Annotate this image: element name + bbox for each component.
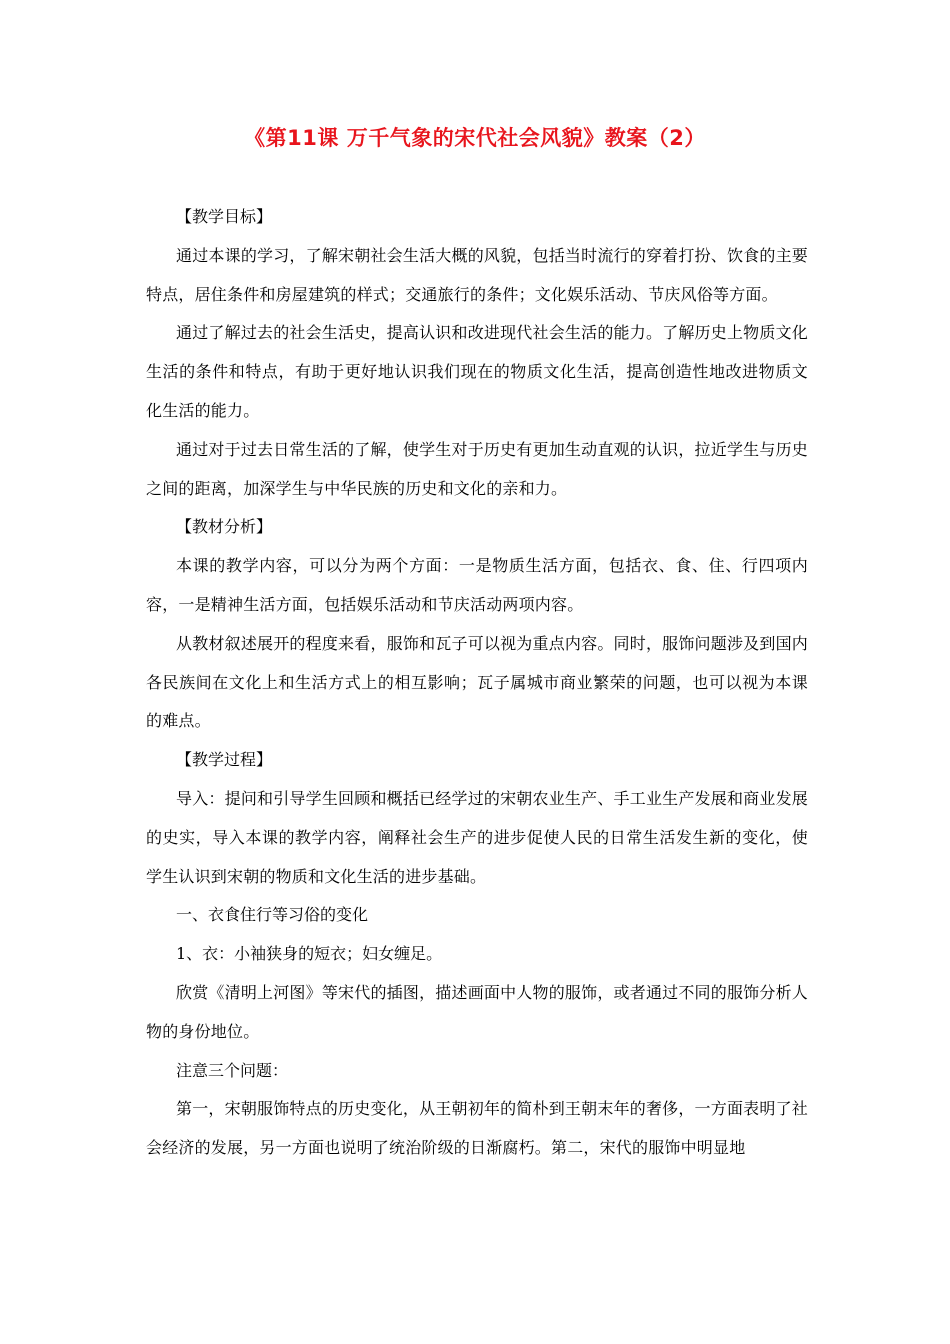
subsection-heading: 一、衣食住行等习俗的变化 xyxy=(176,905,369,925)
section-heading-objectives: 【教学目标】 xyxy=(176,207,273,226)
section-heading-process: 【教学过程】 xyxy=(176,750,273,770)
paragraph: 欣赏《清明上河图》等宋代的插图，描述画面中人物的服饰，或者通过不同的服饰分析人物的身份地位。 xyxy=(146,982,808,1041)
paragraph: 导入：提问和引导学生回顾和概括已经学过的宋朝农业生产、手工业生产发展和商业发展的史实，导入本课的教学内容，阐释社会生产的进步促使人民的日常生活发生新的变化，使学生认识到宋朝的物质和文化生活的进步基础。 xyxy=(146,788,808,886)
section-heading-analysis: 【教材分析】 xyxy=(176,517,273,537)
list-item: 1、衣：小袖狭身的短衣；妇女缠足。 xyxy=(176,944,443,964)
paragraph: 通过本课的学习，了解宋朝社会生活大概的风貌，包括当时流行的穿着打扮、饮食的主要特点，居住条件和房屋建筑的样式；交通旅行的条件；文化娱乐活动、节庆风俗等方面。 xyxy=(146,245,808,304)
paragraph: 通过了解过去的社会生活史，提高认识和改进现代社会生活的能力。了解历史上物质文化生活的条件和特点，有助于更好地认识我们现在的物质文化生活，提高创造性地改进物质文化生活的能力。 xyxy=(146,323,808,420)
document-title: 《第11课 万千气象的宋代社会风貌》教案（2） xyxy=(244,126,706,150)
paragraph: 本课的教学内容，可以分为两个方面：一是物质生活方面，包括衣、食、住、行四项内容，一是精神生活方面，包括娱乐活动和节庆活动两项内容。 xyxy=(146,556,808,614)
document-body xyxy=(146,198,808,1168)
paragraph: 通过对于过去日常生活的了解，使学生对于历史有更加生动直观的认识，拉近学生与历史之间的距离，加深学生与中华民族的历史和文化的亲和力。 xyxy=(146,439,808,498)
paragraph: 第一，宋朝服饰特点的历史变化，从王朝初年的简朴到王朝末年的奢侈，一方面表明了社会经济的发展，另一方面也说明了统治阶级的日渐腐朽。第二，宋代的服饰中明显地 xyxy=(146,1099,808,1158)
paragraph: 从教材叙述展开的程度来看，服饰和瓦子可以视为重点内容。同时，服饰问题涉及到国内各民族间在文化上和生活方式上的相互影响；瓦子属城市商业繁荣的问题，也可以视为本课的难点。 xyxy=(146,633,808,731)
list-item: 注意三个问题： xyxy=(176,1060,289,1080)
